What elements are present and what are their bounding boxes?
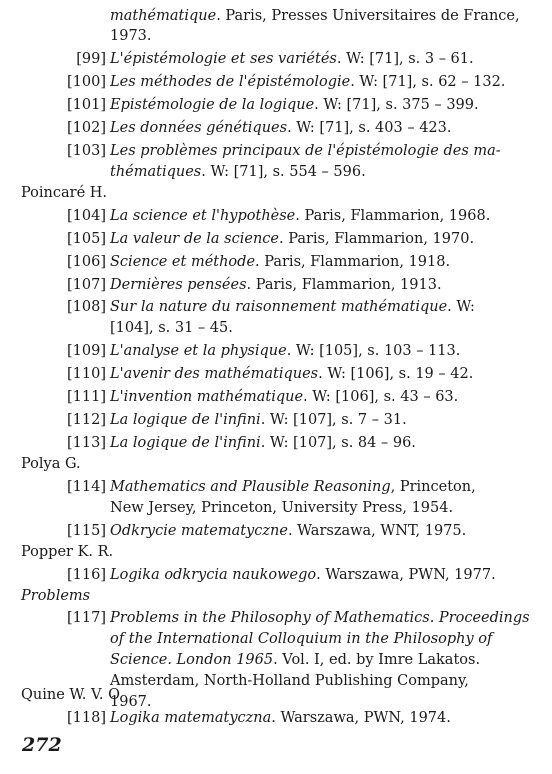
entry-text: Amsterdam, North-Holland Publishing Company, bbox=[110, 673, 469, 689]
entry-title: La science et l'hypothèse bbox=[110, 208, 296, 224]
entry-title: of the International Colloquium in the Philosophy of bbox=[110, 631, 493, 647]
entry-title: L'invention mathématique bbox=[110, 389, 304, 405]
entry-title: thématiques bbox=[110, 164, 202, 180]
entry-text: , Princeton, bbox=[390, 479, 476, 495]
bibliography-entry bbox=[64, 207, 490, 225]
entry-title: Les problèmes principaux de l'épistémologie des ma- bbox=[110, 143, 501, 159]
entry-number: [106] bbox=[67, 254, 106, 270]
bibliography-entry bbox=[64, 119, 452, 137]
entry-title: Les méthodes de l'épistémologie bbox=[110, 74, 351, 90]
bibliography-entry bbox=[64, 609, 530, 627]
entry-continuation bbox=[110, 7, 520, 25]
bibliography-entry bbox=[64, 276, 442, 294]
entry-number: [100] bbox=[67, 74, 106, 90]
entry-number: [104] bbox=[67, 208, 106, 224]
entry-continuation bbox=[110, 499, 453, 517]
entry-title: La logique de l'infini bbox=[110, 412, 261, 428]
entry-text: 1973. bbox=[110, 28, 152, 44]
bibliography-entry bbox=[64, 96, 479, 114]
entry-text: Poincaré H. bbox=[21, 185, 108, 201]
entry-text: . W: [71], s. 62 – 132. bbox=[350, 74, 506, 90]
entry-number: [111] bbox=[67, 389, 106, 405]
page-number: 272 bbox=[22, 734, 62, 756]
entry-number: [110] bbox=[67, 366, 106, 382]
entry-text: . Warszawa, PWN, 1977. bbox=[316, 567, 496, 583]
entry-title: Science. London 1965 bbox=[110, 652, 274, 668]
entry-number: [105] bbox=[67, 231, 106, 247]
bibliography-entry bbox=[64, 342, 460, 360]
bibliography-entry bbox=[64, 411, 407, 429]
entry-text: . W: [107], s. 84 – 96. bbox=[260, 435, 416, 451]
entry-number: [103] bbox=[67, 143, 106, 159]
entry-text: . W: [107], s. 7 – 31. bbox=[260, 412, 407, 428]
entry-text: . W: [105], s. 103 – 113. bbox=[286, 343, 461, 359]
entry-text: . Paris, Flammarion, 1968. bbox=[295, 208, 491, 224]
entry-title: Problems in the Philosophy of Mathematics. Proceedings bbox=[110, 610, 530, 626]
entry-continuation bbox=[110, 630, 492, 648]
bibliography-entry bbox=[64, 142, 501, 160]
bibliography-entry bbox=[64, 709, 451, 727]
entry-text: . Paris, Flammarion, 1913. bbox=[246, 277, 442, 293]
entry-text: [104], s. 31 – 45. bbox=[110, 320, 233, 336]
entry-text: . W: bbox=[447, 299, 475, 315]
entry-title: Sur la nature du raisonnement mathématique bbox=[110, 299, 448, 315]
entry-title: Science et méthode bbox=[110, 254, 256, 270]
entry-number: [113] bbox=[67, 435, 106, 451]
author-heading bbox=[21, 455, 81, 473]
entry-text: . W: [71], s. 554 – 596. bbox=[201, 164, 366, 180]
entry-title: Epistémologie de la logique bbox=[110, 97, 315, 113]
entry-text: . Paris, Flammarion, 1918. bbox=[255, 254, 451, 270]
entry-text: New Jersey, Princeton, University Press, 1954. bbox=[110, 500, 454, 516]
bibliography-entry bbox=[64, 434, 416, 452]
entry-text: Quine W. V. O bbox=[21, 687, 121, 703]
entry-text: . Vol. I, ed. by Imre Lakatos. bbox=[273, 652, 481, 668]
bibliography-entry bbox=[64, 298, 475, 316]
entry-number: [99] bbox=[76, 51, 106, 67]
entry-title: Odkrycie matematyczne bbox=[110, 523, 288, 539]
entry-text: 1967. bbox=[110, 694, 152, 710]
entry-continuation bbox=[110, 672, 469, 690]
entry-text: . W: [106], s. 43 – 63. bbox=[303, 389, 459, 405]
entry-number: [109] bbox=[67, 343, 106, 359]
bibliography-entry bbox=[64, 365, 473, 383]
entry-number: [112] bbox=[67, 412, 106, 428]
entry-title: Problems bbox=[21, 588, 91, 604]
entry-number: [114] bbox=[67, 479, 106, 495]
entry-title: Dernières pensées bbox=[110, 277, 247, 293]
bibliography-entry bbox=[64, 230, 474, 248]
bibliography-entry bbox=[64, 566, 496, 584]
entry-text: . Paris, Flammarion, 1970. bbox=[279, 231, 475, 247]
entry-title: mathématique bbox=[110, 8, 217, 24]
entry-number: [108] bbox=[67, 299, 106, 315]
entry-title: Mathematics and Plausible Reasoning bbox=[110, 479, 391, 495]
entry-text: Popper K. R. bbox=[21, 544, 114, 560]
entry-text: . W: [71], s. 403 – 423. bbox=[287, 120, 452, 136]
entry-title: Logika matematyczna bbox=[110, 710, 272, 726]
bibliography-entry bbox=[64, 388, 458, 406]
bibliography-entry bbox=[64, 253, 450, 271]
author-heading bbox=[21, 587, 90, 605]
entry-text: . Warszawa, WNT, 1975. bbox=[287, 523, 467, 539]
entry-continuation bbox=[110, 319, 233, 337]
entry-continuation bbox=[110, 651, 480, 669]
entry-title: Logika odkrycia naukowego bbox=[110, 567, 317, 583]
entry-number: [118] bbox=[67, 710, 106, 726]
entry-text: Polya G. bbox=[21, 456, 81, 472]
entry-title: L'analyse et la physique bbox=[110, 343, 287, 359]
bibliography-entry bbox=[64, 50, 474, 68]
entry-number: [101] bbox=[67, 97, 106, 113]
entry-text: . Warszawa, PWN, 1974. bbox=[271, 710, 451, 726]
entry-continuation bbox=[110, 27, 152, 45]
entry-title: La valeur de la science bbox=[110, 231, 280, 247]
entry-title: La logique de l'infini bbox=[110, 435, 261, 451]
entry-number: [117] bbox=[67, 610, 106, 626]
entry-continuation bbox=[110, 163, 366, 181]
entry-number: [102] bbox=[67, 120, 106, 136]
entry-number: [107] bbox=[67, 277, 106, 293]
entry-text: . Paris, Presses Universitaires de France, bbox=[216, 8, 520, 24]
author-heading bbox=[21, 686, 120, 704]
entry-text: . W: [106], s. 19 – 42. bbox=[318, 366, 474, 382]
bibliography-entry bbox=[64, 478, 476, 496]
author-heading bbox=[21, 184, 107, 202]
entry-text: . W: [71], s. 375 – 399. bbox=[314, 97, 479, 113]
author-heading bbox=[21, 543, 113, 561]
entry-text: . W: [71], s. 3 – 61. bbox=[336, 51, 474, 67]
entry-title: L'épistémologie et ses variétés bbox=[110, 51, 337, 67]
bibliography-entry bbox=[64, 73, 505, 91]
entry-number: [116] bbox=[67, 567, 106, 583]
entry-title: Les données génétiques bbox=[110, 120, 288, 136]
entry-number: [115] bbox=[67, 523, 106, 539]
entry-title: L'avenir des mathématiques bbox=[110, 366, 319, 382]
bibliography-entry bbox=[64, 522, 466, 540]
